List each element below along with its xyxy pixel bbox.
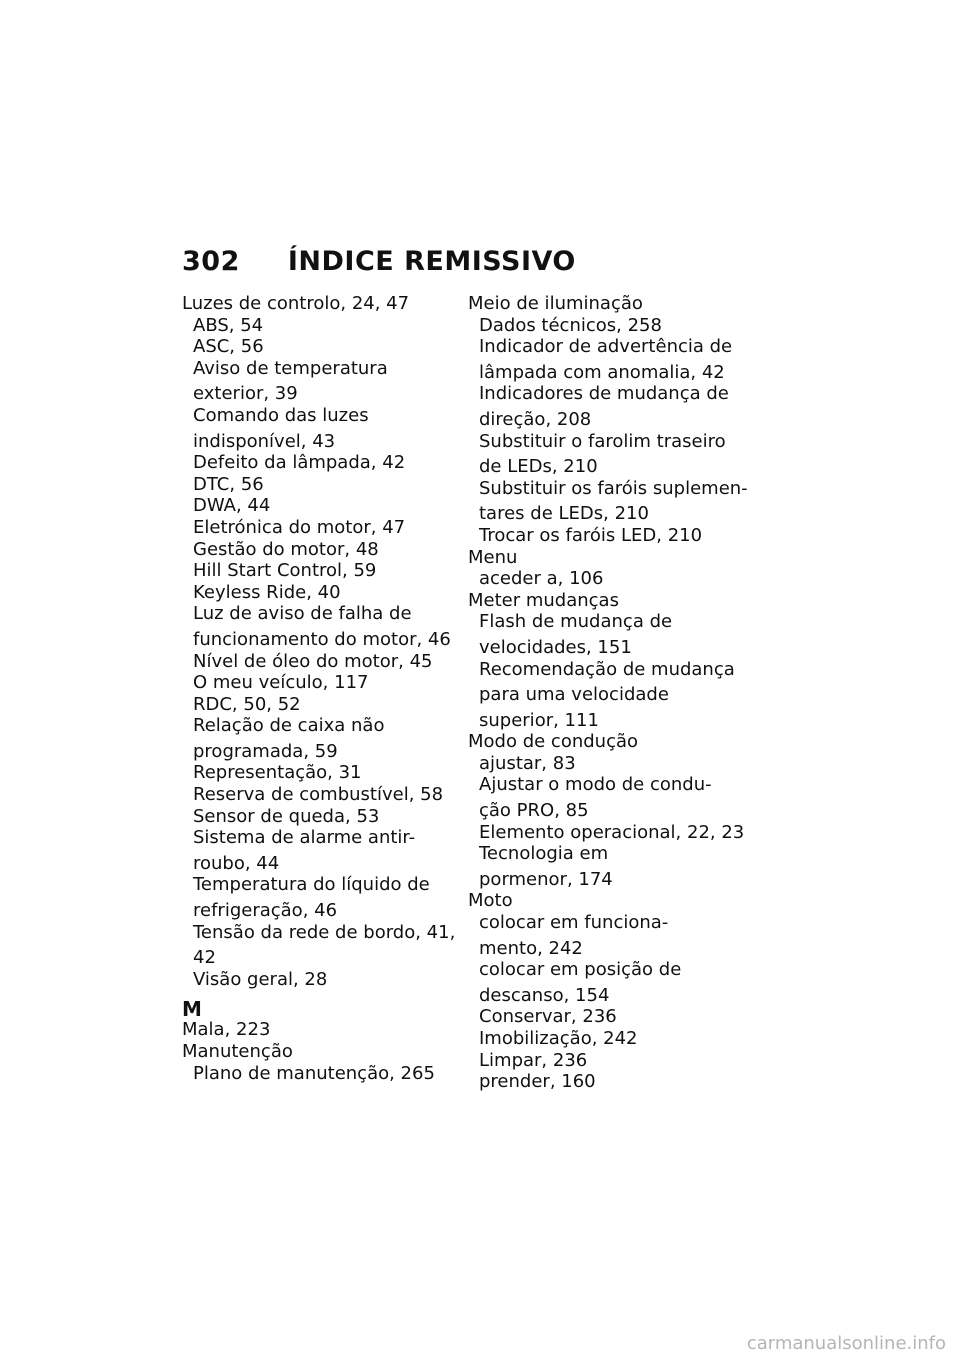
index-subentry: colocar em funciona-: [479, 912, 669, 934]
index-column-left: [182, 293, 457, 1084]
index-entry: Menu: [468, 546, 518, 568]
page-number: 302: [182, 246, 240, 277]
index-subentry: Gestão do motor, 48: [193, 538, 379, 560]
index-subentry: Indicadores de mudança de: [479, 383, 729, 405]
index-column-right: [468, 293, 748, 1093]
index-subentry: superior, 111: [479, 709, 599, 731]
index-subentry: colocar em posição de: [479, 959, 682, 981]
index-subentry: Representação, 31: [193, 762, 362, 784]
index-entry: Modo de condução: [468, 731, 639, 753]
page-header: [182, 246, 576, 277]
index-subentry: RDC, 50, 52: [193, 693, 301, 715]
index-subentry: Tensão da rede de bordo, 41,: [193, 921, 456, 943]
index-subentry: exterior, 39: [193, 383, 298, 405]
index-subentry: Recomendação de mudança: [479, 658, 735, 680]
index-subentry: Trocar os faróis LED, 210: [479, 524, 703, 546]
index-subentry: lâmpada com anomalia, 42: [479, 361, 725, 383]
index-subentry: velocidades, 151: [479, 636, 632, 658]
index-subentry: Ajustar o modo de condu-: [479, 774, 712, 796]
index-subentry: Plano de manutenção, 265: [193, 1062, 435, 1084]
index-subentry: Elemento operacional, 22, 23: [479, 821, 745, 843]
index-subentry: ajustar, 83: [479, 752, 576, 774]
index-subentry: refrigeração, 46: [193, 900, 338, 922]
index-entry: Mala, 223: [182, 1019, 271, 1041]
section-letter: M: [182, 997, 202, 1022]
index-subentry: Imobilização, 242: [479, 1028, 638, 1049]
index-subentry: O meu veículo, 117: [193, 672, 369, 694]
index-subentry: Indicador de advertência de: [479, 336, 733, 358]
index-subentry: Keyless Ride, 40: [193, 581, 341, 603]
index-subentry: Dados técnicos, 258: [479, 314, 662, 336]
index-subentry: Conservar, 236: [479, 1006, 617, 1028]
index-subentry: para uma velocidade: [479, 684, 669, 706]
index-subentry: mento, 242: [479, 937, 583, 959]
index-entry: Meio de iluminação: [468, 293, 643, 314]
index-subentry: ASC, 56: [193, 336, 264, 358]
index-subentry: Sensor de queda, 53: [193, 805, 380, 827]
index-subentry: Reserva de combustível, 58: [193, 784, 444, 806]
index-subentry: Temperatura do líquido de: [193, 874, 430, 896]
index-entry: Manutenção: [182, 1041, 293, 1062]
index-subentry: Sistema de alarme antir-: [193, 827, 416, 849]
page-title: ÍNDICE REMISSIVO: [287, 246, 576, 277]
index-subentry: Relação de caixa não: [193, 715, 385, 737]
index-subentry: funcionamento do motor, 46: [193, 628, 451, 650]
index-subentry: Flash de mudança de: [479, 611, 673, 633]
index-subentry: Nível de óleo do motor, 45: [193, 650, 433, 672]
watermark-link[interactable]: carmanualsonline.info: [746, 1333, 946, 1354]
index-entry: Luzes de controlo, 24, 47: [182, 293, 410, 314]
index-subentry: Hill Start Control, 59: [193, 560, 377, 582]
index-subentry: Eletrónica do motor, 47: [193, 516, 406, 538]
index-subentry: DTC, 56: [193, 473, 264, 495]
index-subentry: prender, 160: [479, 1071, 596, 1093]
index-subentry: Substituir o farolim traseiro: [479, 430, 726, 452]
index-subentry: tares de LEDs, 210: [479, 503, 649, 525]
index-subentry: Luz de aviso de falha de: [193, 603, 412, 625]
index-subentry: 42: [193, 947, 216, 969]
index-subentry: roubo, 44: [193, 852, 280, 874]
index-subentry: Substituir os faróis suplemen-: [479, 477, 748, 499]
index-subentry: Tecnologia em: [479, 843, 609, 865]
index-subentry: descanso, 154: [479, 984, 610, 1006]
index-subentry: programada, 59: [193, 740, 338, 762]
index-subentry: Defeito da lâmpada, 42: [193, 452, 406, 474]
index-subentry: DWA, 44: [193, 495, 271, 517]
index-subentry: ABS, 54: [193, 314, 264, 336]
index-entry: Moto: [468, 890, 513, 912]
index-subentry: aceder a, 106: [479, 568, 604, 590]
index-entry: Meter mudanças: [468, 589, 619, 611]
index-subentry: ção PRO, 85: [479, 800, 589, 822]
index-subentry: Visão geral, 28: [193, 968, 328, 990]
index-subentry: de LEDs, 210: [479, 456, 598, 478]
index-subentry: pormenor, 174: [479, 868, 613, 890]
index-subentry: Comando das luzes: [193, 404, 369, 426]
index-subentry: indisponível, 43: [193, 430, 336, 452]
index-subentry: Limpar, 236: [479, 1049, 588, 1071]
index-subentry: direção, 208: [479, 408, 592, 430]
index-subentry: Aviso de temperatura: [193, 357, 388, 379]
